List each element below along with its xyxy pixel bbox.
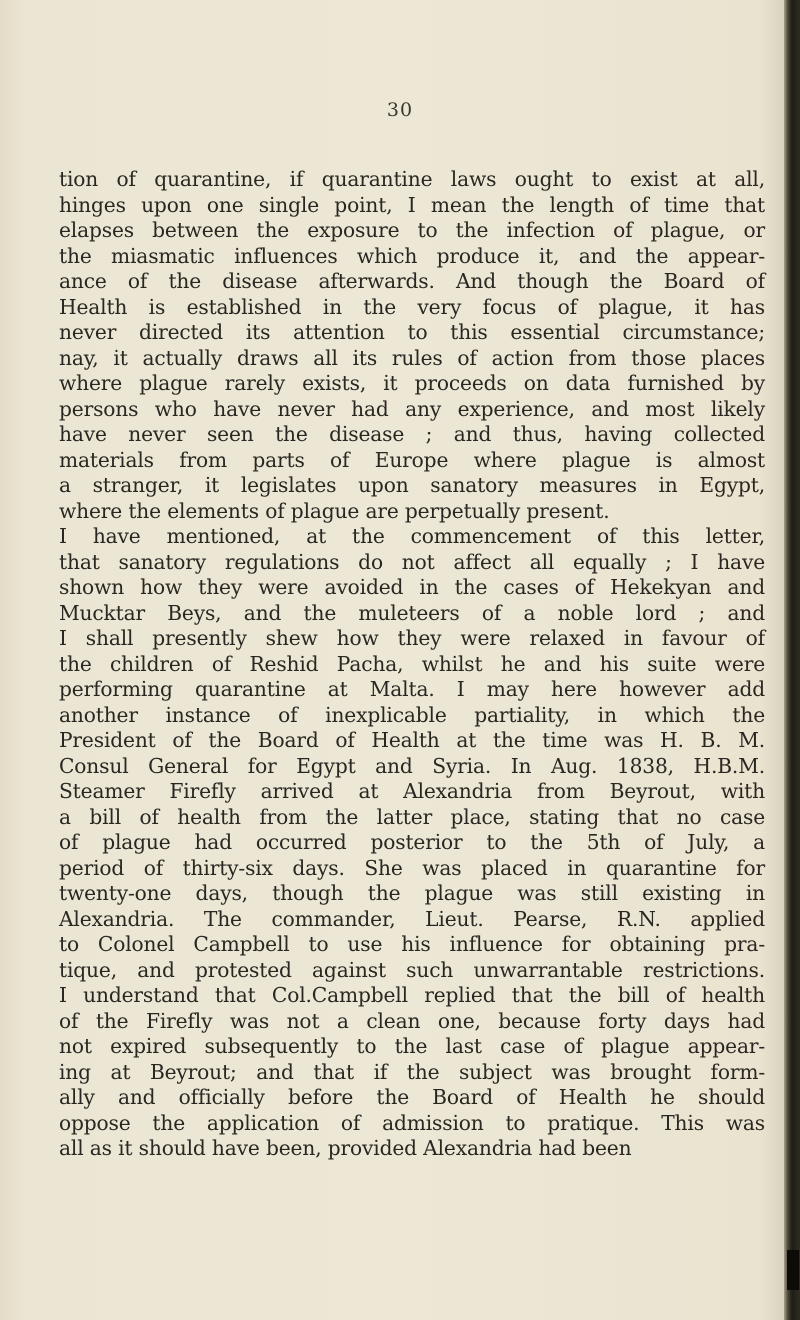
text-line: materials from parts of Europe where plague is almost <box>59 447 765 472</box>
text-line: to Colonel Campbell to use his influence for obtaining pra- <box>59 932 765 956</box>
text-line: ing at Beyrout; and that if the subject was brought form- <box>59 1059 765 1084</box>
text-line: ally and officially before the Board of Health he should <box>59 1085 765 1109</box>
text-line: another instance of inexplicable partiality, in which the <box>59 702 765 727</box>
text-line: where the elements of plague are perpetually present. <box>59 498 610 523</box>
text-line: Alexandria. The commander, Lieut. Pearse, R.N. applied <box>59 906 765 931</box>
text-line: nay, it actually draws all its rules of action from those places <box>59 345 765 370</box>
text-line: hinges upon one single point, I mean the length of time that <box>59 192 765 217</box>
text-line: I have mentioned, at the commencement of this letter, <box>59 524 765 548</box>
text-line: not expired subsequently to the last case of plague appear- <box>59 1034 765 1058</box>
text-line: I understand that Col.Campbell replied that the bill of health <box>59 983 765 1007</box>
text-line: of plague had occurred posterior to the 5th of July, a <box>59 830 765 854</box>
text-line: that sanatory regulations do not affect all equally ; I have <box>59 549 765 574</box>
text-line: a stranger, it legislates upon sanatory measures in Egypt, <box>59 473 765 497</box>
text-line: the children of Reshid Pacha, whilst he and his suite were <box>59 651 765 676</box>
text-line: a bill of health from the latter place, stating that no case <box>59 804 765 829</box>
text-line: Health is established in the very focus of plague, it has <box>59 294 765 319</box>
text-line: period of thirty-six days. She was placed in quarantine for <box>59 855 765 880</box>
text-line: Mucktar Beys, and the muleteers of a noble lord ; and <box>59 600 765 625</box>
text-line: where plague rarely exists, it proceeds on data furnished by <box>59 371 765 395</box>
text-line: the miasmatic influences which produce it, and the appear- <box>59 243 765 268</box>
text-line: oppose the application of admission to pratique. This was <box>59 1110 765 1135</box>
text-line: elapses between the exposure to the infection of plague, or <box>59 218 765 242</box>
text-line: I shall presently shew how they were relaxed in favour of <box>59 626 765 650</box>
page-edge-shadow <box>784 0 800 1320</box>
text-line: never directed its attention to this essential circumstance; <box>59 320 765 344</box>
text-line: President of the Board of Health at the time was H. B. M. <box>59 728 765 752</box>
text-line: Steamer Firefly arrived at Alexandria from Beyrout, with <box>59 779 765 803</box>
text-line: Consul General for Egypt and Syria. In Aug. 1838, H.B.M. <box>59 753 765 778</box>
text-line: have never seen the disease ; and thus, having collected <box>59 422 765 446</box>
text-line: of the Firefly was not a clean one, because forty days had <box>59 1008 765 1033</box>
text-line: twenty-one days, though the plague was still existing in <box>59 881 765 905</box>
text-line: all as it should have been, provided Alexandria had been <box>59 1136 632 1160</box>
text-line: persons who have never had any experience, and most likely <box>59 396 765 421</box>
body-text <box>59 167 765 1162</box>
page-number: 30 <box>386 99 414 121</box>
text-line: tique, and protested against such unwarrantable restrictions. <box>59 957 765 982</box>
text-line: ance of the disease afterwards. And though the Board of <box>59 269 765 293</box>
text-line: shown how they were avoided in the cases of Hekekyan and <box>59 575 765 599</box>
text-line: performing quarantine at Malta. I may here however add <box>59 677 765 701</box>
text-line: tion of quarantine, if quarantine laws ought to exist at all, <box>59 167 765 191</box>
